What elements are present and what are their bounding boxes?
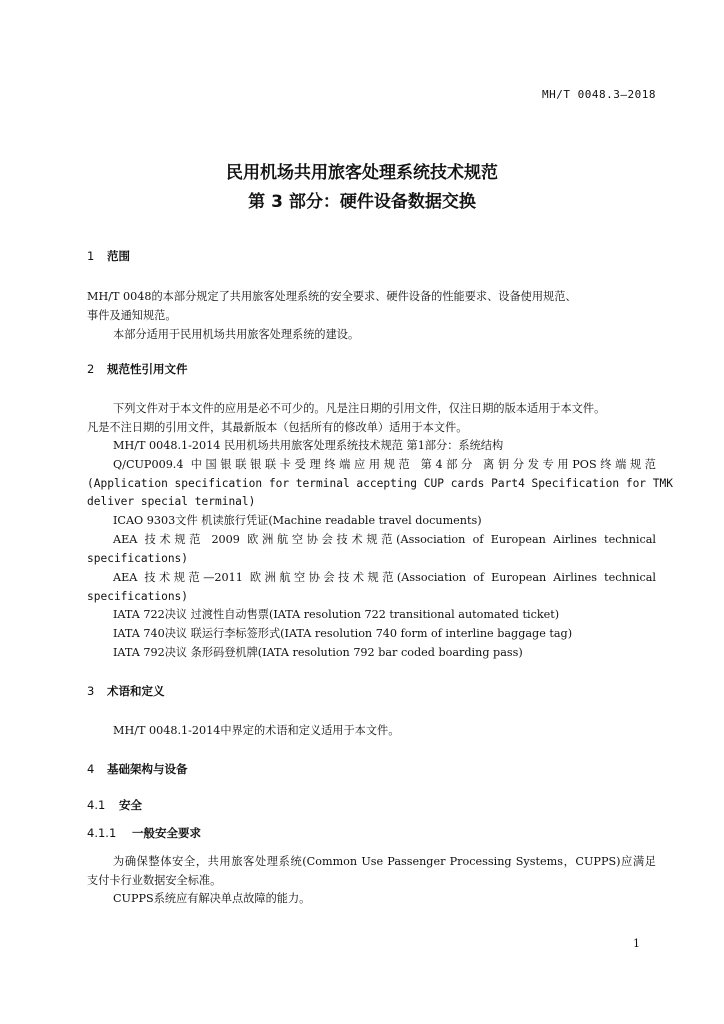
section-2-heading	[87, 361, 188, 377]
reference-icao-9303: ICAO 9303文件 机读旅行凭证(Machine readable travel documents)	[113, 514, 482, 527]
reference-q-cup009-4-line-2: (Application specification for terminal accepting CUP cards Part4 Specification for TMK	[87, 477, 673, 490]
reference-aea-2011-line-2: specifications)	[87, 590, 189, 603]
reference-mh-t-0048-1: MH/T 0048.1-2014 民用机场共用旅客处理系统技术规范 第1部分：系统结构	[113, 439, 504, 452]
reference-iata-740: IATA 740决议 联运行李标签形式(IATA resolution 740 form of interline baggage tag)	[113, 627, 573, 640]
section-title: 一般安全要求	[132, 826, 201, 840]
section-4-1-heading	[87, 797, 142, 813]
section-4-1-1-para-1-line-2: 支付卡行业数据安全标准。	[87, 874, 222, 887]
page-number: 1	[633, 937, 640, 950]
document-code-header: MH/T 0048.3—2018	[542, 88, 656, 101]
reference-iata-722: IATA 722决议 过渡性自动售票(IATA resolution 722 transitional automated ticket)	[113, 608, 560, 621]
section-4-1-1-heading	[87, 825, 201, 841]
document-title: 民用机场共用旅客处理系统技术规范	[226, 163, 498, 183]
section-3-para-1: MH/T 0048.1-2014中界定的术语和定义适用于本文件。	[113, 724, 400, 737]
section-4-1-1-para-1-line-1: 为确保整体安全，共用旅客处理系统(Common Use Passenger Processing Systems，CUPPS)应满足	[113, 855, 656, 868]
section-number: 3	[87, 684, 95, 698]
section-title: 规范性引用文件	[107, 362, 188, 376]
reference-aea-2009-line-1: AEA 技术规范 2009 欧洲航空协会技术规范(Association of European Airlines technical	[113, 533, 656, 546]
section-4-1-1-para-2: CUPPS系统应有解决单点故障的能力。	[113, 892, 311, 905]
section-number: 2	[87, 362, 95, 376]
document-subtitle: 第 3 部分：硬件设备数据交换	[248, 192, 476, 212]
section-2-intro-line-1: 下列文件对于本文件的应用是必不可少的。凡是注日期的引用文件，仅注日期的版本适用于本文件。	[113, 402, 606, 415]
section-1-para-1-line-2: 事件及通知规范。	[87, 309, 177, 322]
reference-aea-2009-line-2: specifications)	[87, 552, 189, 565]
reference-aea-2011-line-1: AEA 技术规范—2011 欧洲航空协会技术规范(Association of European Airlines technical	[113, 571, 656, 584]
reference-iata-792: IATA 792决议 条形码登机牌(IATA resolution 792 bar coded boarding pass)	[113, 646, 523, 659]
reference-q-cup009-4-line-1: Q/CUP009.4 中国银联银联卡受理终端应用规范 第4部分 离钥分发专用POS终端规范	[113, 458, 656, 471]
section-1-heading	[87, 248, 130, 264]
reference-q-cup009-4-line-3: deliver special terminal)	[87, 495, 256, 508]
section-number: 4.1	[87, 798, 106, 812]
section-title: 范围	[107, 249, 130, 263]
section-title: 基础架构与设备	[107, 762, 188, 776]
section-3-heading	[87, 683, 165, 699]
section-2-intro-line-2: 凡是不注日期的引用文件，其最新版本（包括所有的修改单）适用于本文件。	[87, 421, 468, 434]
section-1-para-1-line-1: MH/T 0048的本部分规定了共用旅客处理系统的安全要求、硬件设备的性能要求、设备使用规范、	[87, 290, 577, 303]
section-number: 4.1.1	[87, 826, 117, 840]
section-1-para-2: 本部分适用于民用机场共用旅客处理系统的建设。	[113, 328, 360, 341]
section-number: 1	[87, 249, 95, 263]
section-title: 安全	[119, 798, 142, 812]
section-4-heading	[87, 761, 188, 777]
section-number: 4	[87, 762, 95, 776]
section-title: 术语和定义	[107, 684, 165, 698]
